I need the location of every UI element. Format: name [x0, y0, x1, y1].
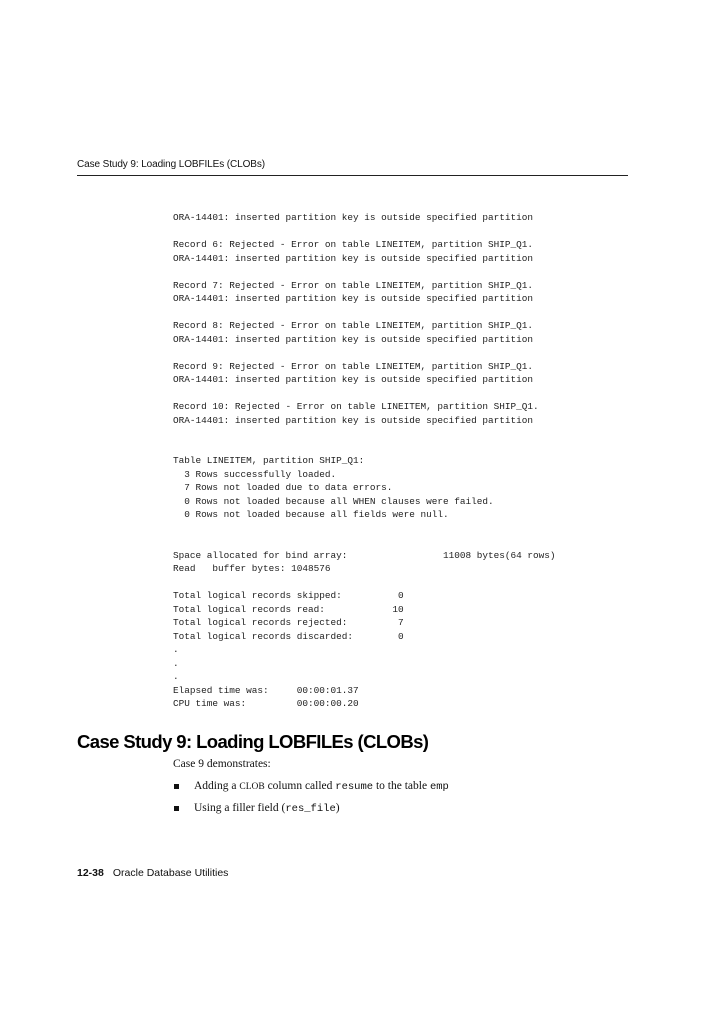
- intro-paragraph: Case 9 demonstrates:: [173, 758, 271, 770]
- feature-list: [173, 780, 449, 824]
- log-line: ORA-14401: inserted partition key is outside specified partition: [173, 212, 534, 223]
- log-line: 0 Rows not loaded because all WHEN clauses were failed.: [173, 495, 494, 507]
- log-line: Space allocated for bind array: 11008 bytes(64 rows): [173, 549, 556, 561]
- bullet-text: column called: [264, 780, 336, 792]
- square-bullet-icon: [174, 806, 179, 811]
- log-line: Total logical records discarded: 0: [173, 630, 404, 642]
- resume-code: resume: [335, 781, 374, 793]
- sqlldr-log-output: [173, 211, 628, 711]
- log-line: Read buffer bytes: 1048576: [173, 563, 331, 574]
- log-line: Record 7: Rejected - Error on table LINEITEM, partition SHIP_Q1.: [173, 279, 534, 291]
- res-file-code: res_file: [285, 803, 336, 815]
- log-line: Elapsed time was: 00:00:01.37: [173, 684, 359, 696]
- clob-keyword: CLOB: [239, 782, 265, 792]
- bullet-text: Using a filler field (: [194, 802, 286, 814]
- log-line: .: [173, 671, 179, 682]
- log-line: 7 Rows not loaded due to data errors.: [173, 482, 393, 493]
- log-line: ORA-14401: inserted partition key is outside specified partition: [173, 414, 534, 426]
- list-item: [173, 780, 449, 802]
- list-item: [173, 802, 449, 824]
- log-line: Record 6: Rejected - Error on table LINEITEM, partition SHIP_Q1.: [173, 239, 534, 250]
- log-line: ORA-14401: inserted partition key is outside specified partition: [173, 252, 534, 264]
- running-header: Case Study 9: Loading LOBFILEs (CLOBs): [77, 159, 628, 176]
- log-line: .: [173, 644, 179, 655]
- log-line: .: [173, 657, 179, 669]
- log-line: Total logical records skipped: 0: [173, 590, 404, 601]
- log-line: Record 9: Rejected - Error on table LINEITEM, partition SHIP_Q1.: [173, 360, 534, 372]
- square-bullet-icon: [174, 784, 179, 789]
- log-line: 3 Rows successfully loaded.: [173, 468, 337, 480]
- emp-code: emp: [429, 781, 449, 793]
- bullet-text: Adding a: [194, 780, 240, 792]
- page-number: 12-38: [77, 867, 104, 879]
- bullet-text: to the table: [373, 780, 430, 792]
- log-line: ORA-14401: inserted partition key is outside specified partition: [173, 374, 534, 385]
- log-line: Table LINEITEM, partition SHIP_Q1:: [173, 455, 365, 466]
- page-footer: [77, 867, 228, 879]
- log-line: ORA-14401: inserted partition key is outside specified partition: [173, 293, 534, 304]
- log-line: Record 10: Rejected - Error on table LINEITEM, partition SHIP_Q1.: [173, 401, 539, 412]
- log-line: ORA-14401: inserted partition key is outside specified partition: [173, 333, 534, 345]
- bullet-text: ): [335, 802, 340, 814]
- book-title: Oracle Database Utilities: [112, 867, 229, 879]
- log-line: CPU time was: 00:00:00.20: [173, 698, 359, 709]
- section-heading: Case Study 9: Loading LOBFILEs (CLOBs): [77, 731, 429, 752]
- log-line: Record 8: Rejected - Error on table LINEITEM, partition SHIP_Q1.: [173, 320, 534, 331]
- log-line: 0 Rows not loaded because all fields were null.: [173, 509, 449, 520]
- log-line: Total logical records rejected: 7: [173, 617, 404, 628]
- log-line: Total logical records read: 10: [173, 603, 404, 615]
